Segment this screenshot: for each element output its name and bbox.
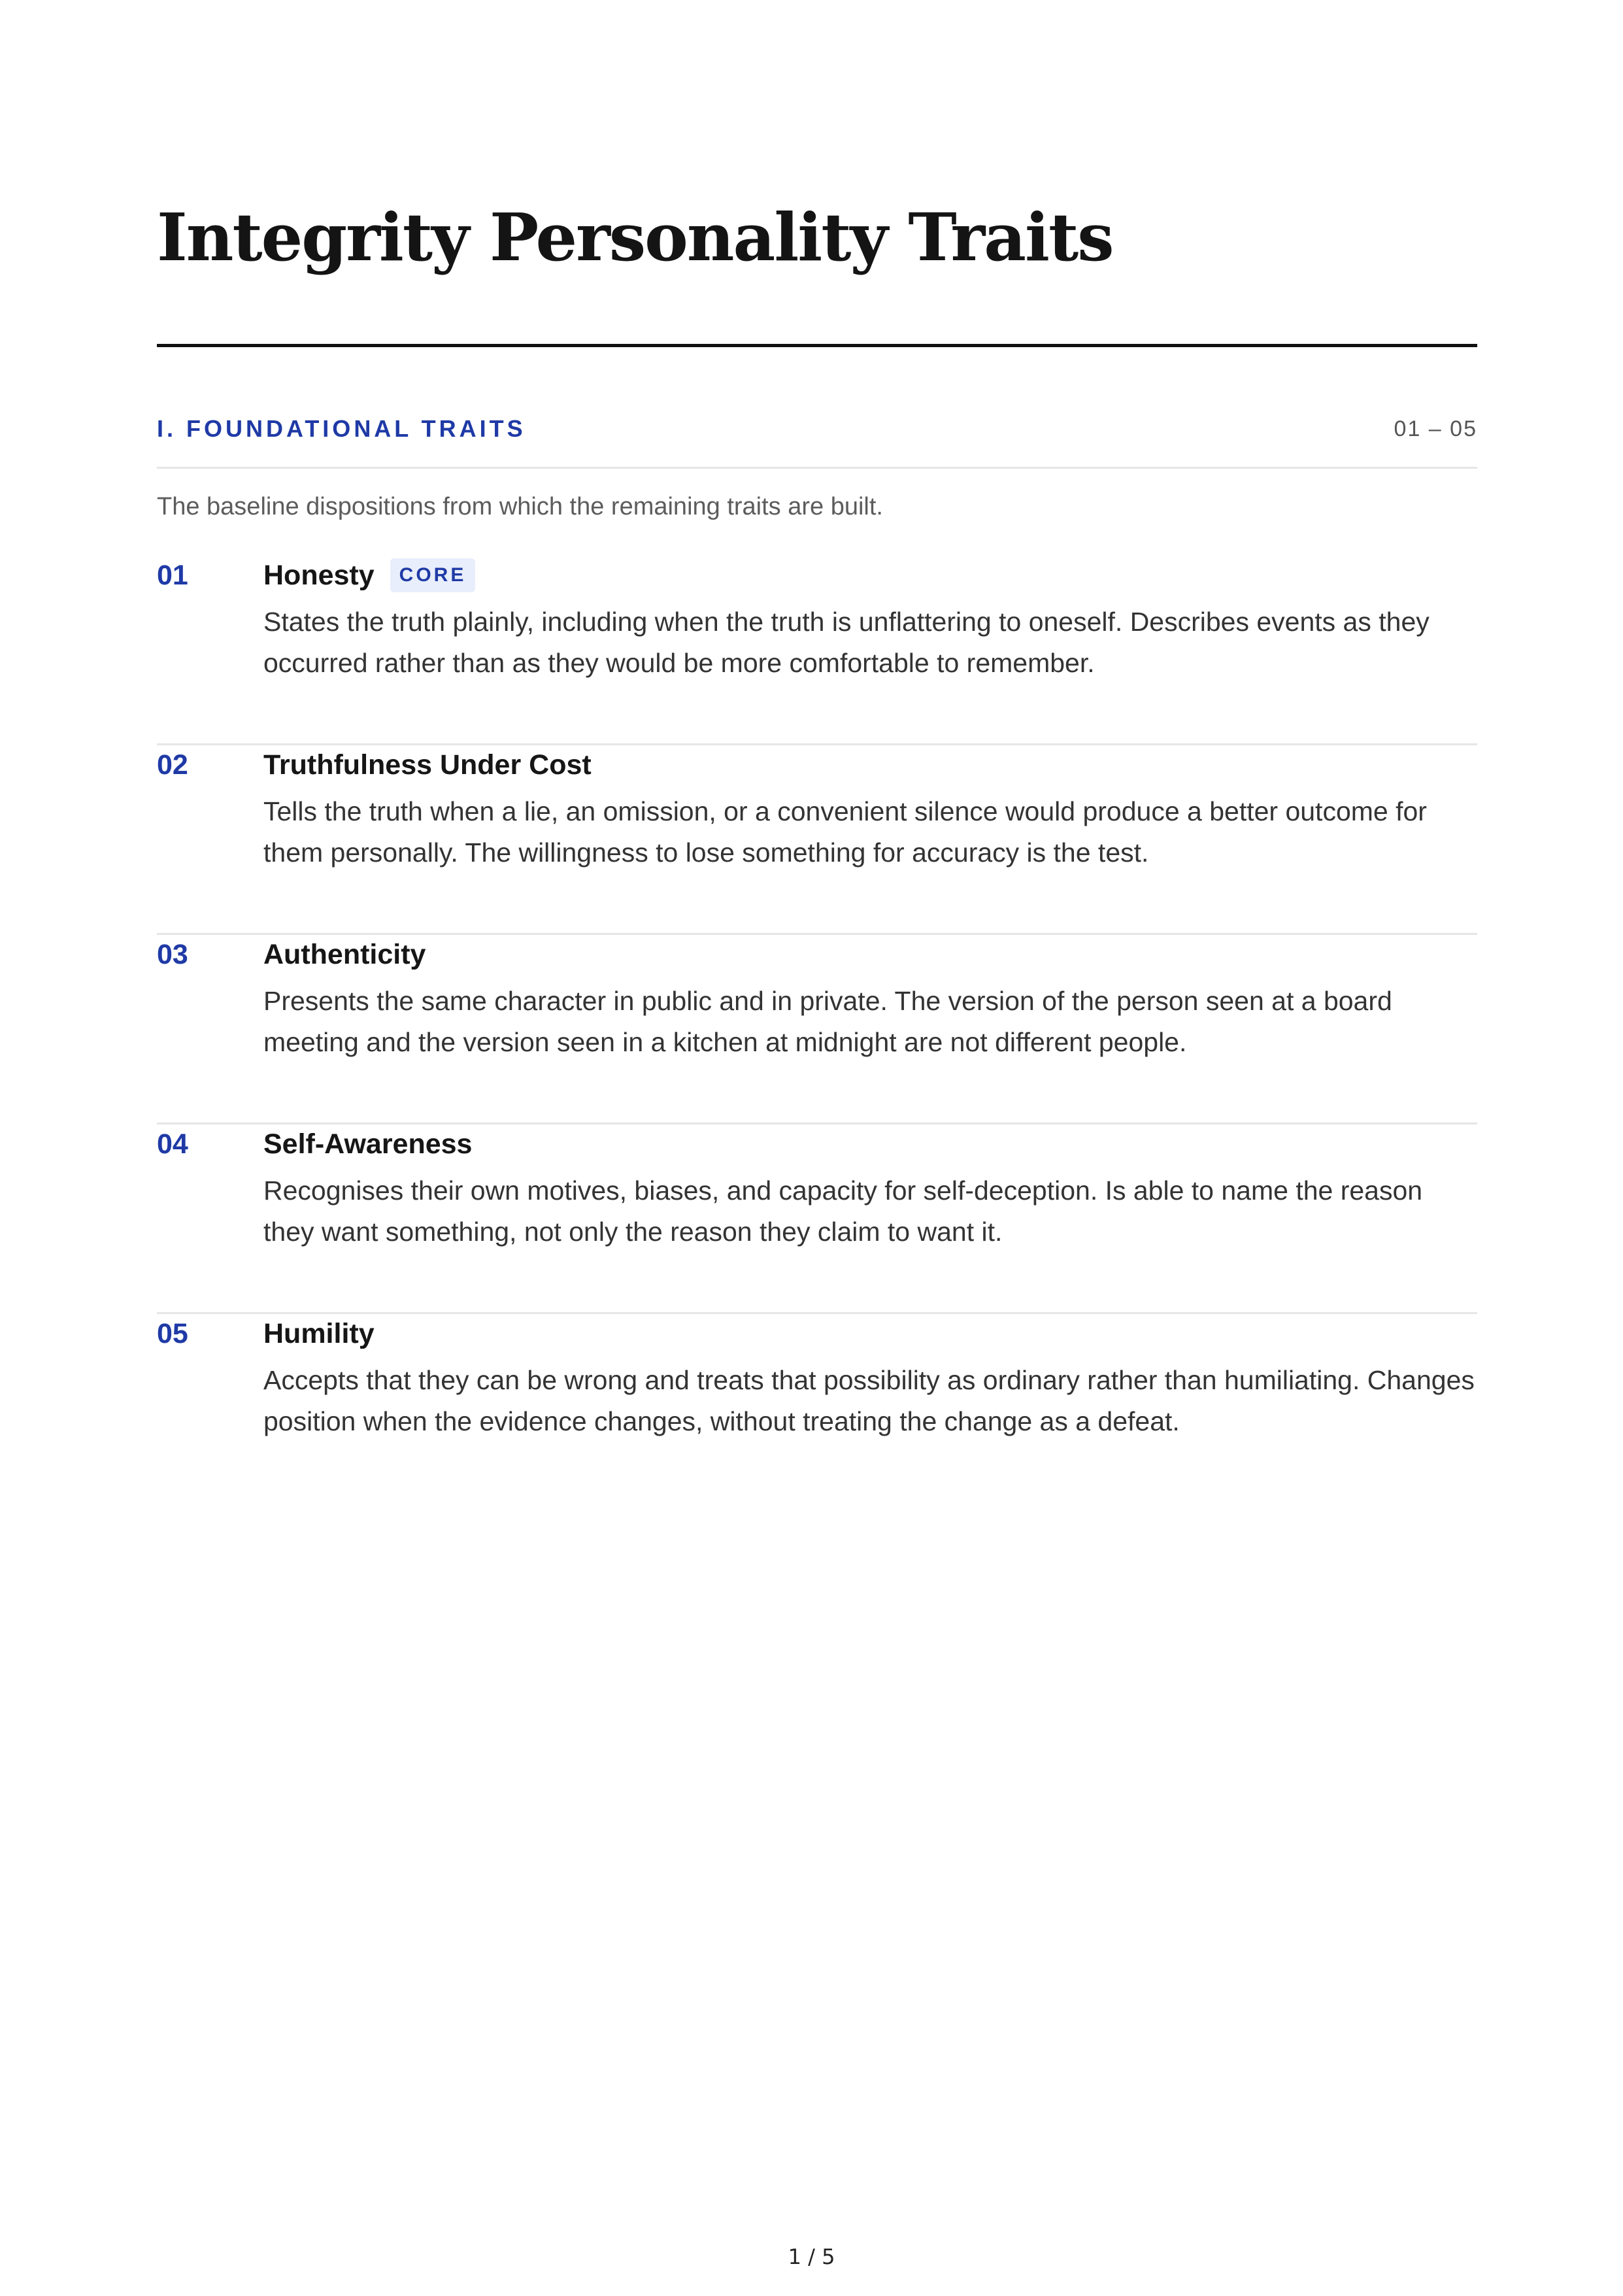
trait-heading (263, 935, 426, 974)
trait-number: 01 (157, 560, 188, 591)
title-divider (157, 344, 1477, 347)
trait-heading (263, 745, 592, 785)
trait-list (157, 556, 1477, 1504)
trait-name: Self-Awareness (263, 1128, 473, 1160)
trait-name: Honesty (263, 560, 375, 591)
core-badge: CORE (390, 558, 476, 592)
trait-description: Accepts that they can be wrong and treats that possibility as ordinary rather than humiliating. Changes position when the evidence changes, without treating the change as a defeat. (263, 1365, 1475, 1436)
section-divider (157, 467, 1477, 469)
trait-number: 04 (157, 1128, 188, 1160)
trait-heading (263, 1124, 472, 1164)
trait-item-truthfulness-under-cost (157, 745, 1477, 935)
section-title: I. FOUNDATIONAL TRAITS (157, 415, 526, 442)
trait-item-self-awareness (157, 1124, 1477, 1314)
trait-name: Truthfulness Under Cost (263, 749, 592, 781)
page-title: Integrity Personality Traits (157, 199, 1113, 276)
section-header (157, 409, 1477, 448)
trait-number: 02 (157, 749, 188, 781)
section-intro: The baseline dispositions from which the remaining traits are built. (157, 493, 883, 520)
trait-number: 03 (157, 939, 188, 970)
section-range: 01 – 05 (1394, 416, 1477, 441)
trait-description: Tells the truth when a lie, an omission, or a convenient silence would produce a better outcome for them personally. The willingness to lose something for accuracy is the test. (263, 796, 1427, 868)
trait-number: 05 (157, 1318, 188, 1349)
trait-description: States the truth plainly, including when the truth is unflattering to oneself. Describes events as they occurred rather than as they would be more comfortable to remember. (263, 607, 1430, 678)
trait-item-authenticity (157, 935, 1477, 1124)
trait-heading (263, 556, 475, 595)
trait-name: Humility (263, 1318, 375, 1349)
trait-heading (263, 1314, 375, 1353)
trait-description: Presents the same character in public and in private. The version of the person seen at a board meeting and the version seen in a kitchen at midnight are not different people. (263, 986, 1392, 1057)
trait-item-humility (157, 1314, 1477, 1504)
trait-name: Authenticity (263, 939, 426, 970)
page-number: 1 / 5 (788, 2244, 835, 2269)
trait-description: Recognises their own motives, biases, and capacity for self-deception. Is able to name the reason they want something, not only the reason they claim to want it. (263, 1175, 1423, 1247)
trait-item-honesty (157, 556, 1477, 745)
